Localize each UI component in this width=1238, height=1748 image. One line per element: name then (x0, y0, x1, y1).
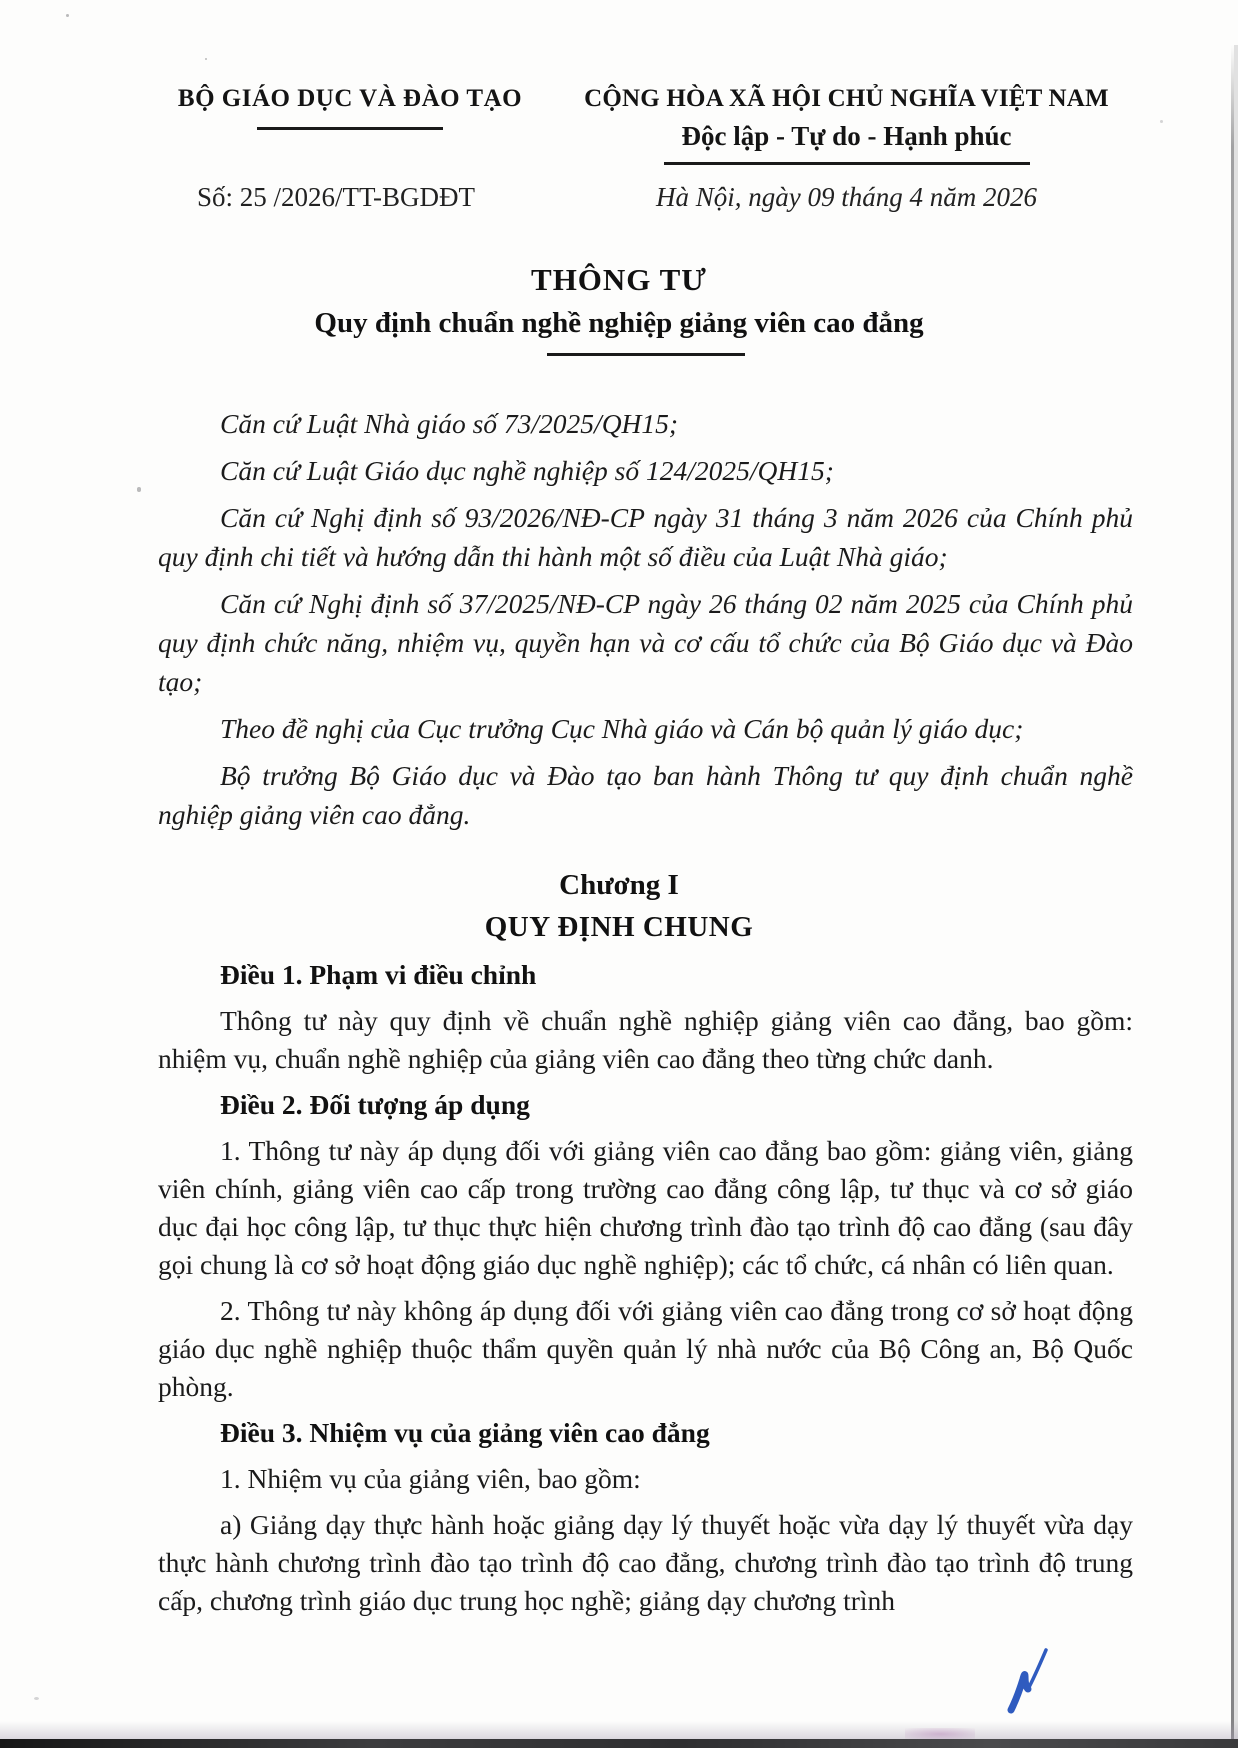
articles (158, 956, 1133, 1620)
article-2-paragraph: 2. Thông tư này không áp dụng đối với giảng viên cao đẳng trong cơ sở hoạt động giáo dục nghề nghiệp thuộc thẩm quyền quản lý nhà nước của Bộ Công an, Bộ Quốc phòng. (158, 1295, 1133, 1402)
document-title-block (0, 263, 1238, 356)
title-separator-line (547, 353, 745, 356)
preamble-paragraph: Căn cứ Nghị định số 93/2026/NĐ-CP ngày 31 tháng 3 năm 2026 của Chính phủ quy định chi tiết và hướng dẫn thi hành một số điều của Luật Nhà giáo; (158, 502, 1133, 572)
scan-speck (205, 58, 207, 60)
document-number: Số: 25 /2026/TT-BGDĐT (196, 182, 475, 212)
issuing-agency-name: BỘ GIÁO DỤC VÀ ĐÀO TẠO (177, 85, 523, 112)
document-subject: Quy định chuẩn nghề nghiệp giảng viên cao đẳng (314, 307, 924, 339)
chapter-heading-block (0, 864, 1238, 948)
scan-right-edge-line (1231, 45, 1234, 1748)
preamble-paragraph: Bộ trưởng Bộ Giáo dục và Đào tạo ban hành Thông tư quy định chuẩn nghề nghiệp giảng viên cao đẳng. (158, 760, 1133, 830)
article-1-paragraph: Thông tư này quy định về chuẩn nghề nghiệp giảng viên cao đẳng, bao gồm: nhiệm vụ, chuẩn nghề nghiệp của giảng viên cao đẳng theo từng chức danh. (158, 1005, 1133, 1074)
preamble-paragraph: Theo đề nghị của Cục trưởng Cục Nhà giáo và Cán bộ quản lý giáo dục; (220, 713, 1024, 744)
scan-speck (137, 487, 141, 492)
agency-underline (257, 127, 443, 130)
republic-title: CỘNG HÒA XÃ HỘI CHỦ NGHĨA VIỆT NAM (584, 85, 1109, 112)
place-and-date: Hà Nội, ngày 09 tháng 4 năm 2026 (656, 182, 1037, 212)
scan-bottom-shadow (0, 1721, 1238, 1739)
document-header (0, 0, 1238, 213)
chapter-title: QUY ĐỊNH CHUNG (484, 911, 754, 943)
article-3-heading: Điều 3. Nhiệm vụ của giảng viên cao đẳng (220, 1417, 710, 1448)
document-type-title: THÔNG TƯ (531, 262, 707, 297)
article-2-heading: Điều 2. Đối tượng áp dụng (220, 1089, 530, 1120)
issuing-agency-block (150, 84, 550, 213)
preamble (158, 404, 1133, 834)
preamble-paragraph: Căn cứ Nghị định số 37/2025/NĐ-CP ngày 26 tháng 02 năm 2025 của Chính phủ quy định chức năng, nhiệm vụ, quyền hạn và cơ cấu tổ chức của Bộ Giáo dục và Đào tạo; (158, 588, 1133, 697)
scan-edge-strip (1234, 45, 1238, 1748)
blue-pen-checkmark (1002, 1642, 1054, 1720)
national-header-block (564, 84, 1129, 213)
preamble-paragraph: Căn cứ Luật Giáo dục nghề nghiệp số 124/2025/QH15; (220, 455, 834, 486)
article-3-paragraph: a) Giảng dạy thực hành hoặc giảng dạy lý thuyết hoặc vừa dạy lý thuyết vừa dạy thực hành chương trình đào tạo trình độ cao đẳng, chương trình đào tạo trình độ trung cấp, chương trình giáo dục trung học nghề; giảng dạy chương trình (158, 1509, 1133, 1616)
article-1-heading: Điều 1. Phạm vi điều chỉnh (220, 959, 537, 990)
scan-bottom-edge (0, 1739, 1238, 1748)
preamble-paragraph: Căn cứ Luật Nhà giáo số 73/2025/QH15; (220, 408, 679, 439)
scan-speck (34, 1697, 39, 1700)
scan-speck (1160, 120, 1163, 123)
article-2-paragraph: 1. Thông tư này áp dụng đối với giảng viên cao đẳng bao gồm: giảng viên, giảng viên chính, giảng viên cao cấp trong trường cao đẳng công lập, tư thục và cơ sở giáo dục đại học công lập, tư thục thực hiện chương trình đào tạo trình độ cao đẳng (sau đây gọi chung là cơ sở hoạt động giáo dục nghề nghiệp); các tổ chức, cá nhân có liên quan. (158, 1135, 1133, 1280)
scan-speck (66, 14, 69, 17)
chapter-number: Chương I (559, 869, 679, 901)
national-motto: Độc lập - Tự do - Hạnh phúc (681, 121, 1012, 151)
article-3-paragraph: 1. Nhiệm vụ của giảng viên, bao gồm: (220, 1463, 641, 1494)
motto-underline (664, 162, 1030, 165)
